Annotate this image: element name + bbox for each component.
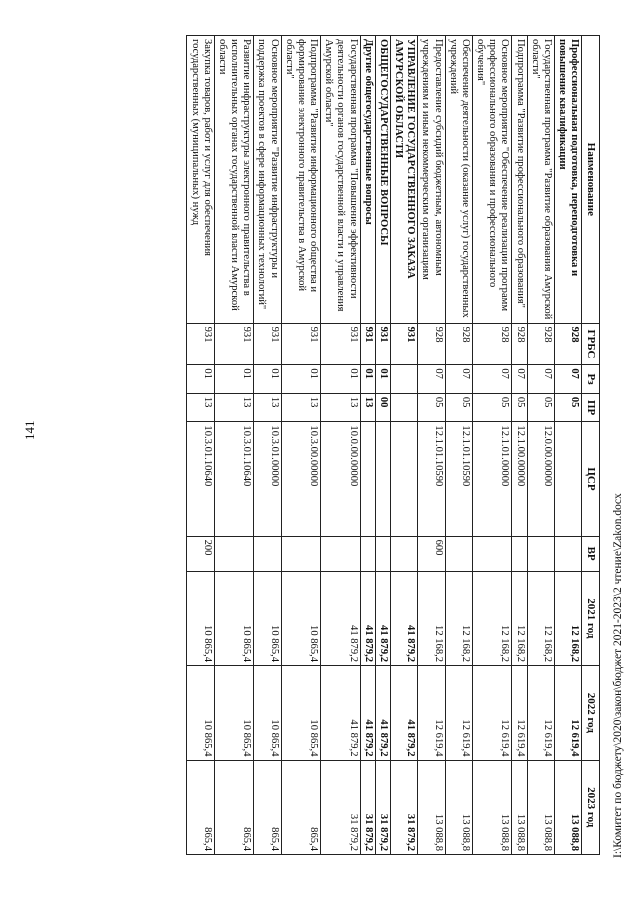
cell-name: Государственная программа "Повышение эффективности деятельности органов государственной власти и управления Амурской области" xyxy=(321,36,361,324)
cell-pr: 13 xyxy=(360,393,375,422)
cell-pr: 05 xyxy=(555,393,582,422)
cell-vr xyxy=(360,536,375,571)
cell-y2021: 12 168,2 xyxy=(555,571,582,665)
cell-csr xyxy=(360,422,375,536)
cell-csr xyxy=(390,422,417,536)
table-row xyxy=(281,36,321,855)
cell-y2022: 41 879,2 xyxy=(390,666,417,760)
cell-csr: 12.1.00.00000 xyxy=(512,422,527,536)
cell-grbs: 931 xyxy=(254,323,281,365)
cell-pr: 05 xyxy=(527,393,554,422)
cell-y2022: 41 879,2 xyxy=(375,666,390,760)
cell-grbs: 928 xyxy=(512,323,527,365)
cell-grbs: 931 xyxy=(375,323,390,365)
cell-rz: 01 xyxy=(375,365,390,394)
cell-rz: 01 xyxy=(214,365,254,394)
cell-rz: 07 xyxy=(527,365,554,394)
cell-rz: 07 xyxy=(555,365,582,394)
cell-rz: 01 xyxy=(187,365,214,394)
cell-y2021: 41 879,2 xyxy=(375,571,390,665)
cell-vr xyxy=(527,536,554,571)
cell-vr xyxy=(390,536,417,571)
cell-y2021: 12 168,2 xyxy=(445,571,472,665)
cell-y2023: 865,4 xyxy=(214,760,254,855)
budget-table-container xyxy=(100,35,600,855)
cell-y2023: 13 088,8 xyxy=(512,760,527,855)
cell-vr xyxy=(555,536,582,571)
table-row xyxy=(512,36,527,855)
cell-pr: 05 xyxy=(418,393,445,422)
cell-y2023: 31 879,2 xyxy=(375,760,390,855)
cell-y2021: 10 865,4 xyxy=(254,571,281,665)
cell-y2021: 12 168,2 xyxy=(512,571,527,665)
header-2022: 2022 год xyxy=(582,666,600,760)
cell-rz: 01 xyxy=(254,365,281,394)
cell-vr xyxy=(321,536,361,571)
cell-csr xyxy=(555,422,582,536)
cell-pr: 13 xyxy=(214,393,254,422)
cell-y2022: 41 879,2 xyxy=(321,666,361,760)
cell-y2022: 12 619,4 xyxy=(418,666,445,760)
table-header-row xyxy=(582,36,600,855)
cell-name: Профессиональная подготовка, переподготовка и повышение квалификации xyxy=(555,36,582,324)
header-rz: Рз xyxy=(582,365,600,394)
page-number: 141 xyxy=(22,420,37,440)
table-row xyxy=(187,36,214,855)
cell-csr: 12.0.00.00000 xyxy=(527,422,554,536)
cell-y2023: 31 879,2 xyxy=(321,760,361,855)
cell-y2022: 12 619,4 xyxy=(445,666,472,760)
cell-rz: 07 xyxy=(418,365,445,394)
cell-y2023: 13 088,8 xyxy=(445,760,472,855)
cell-y2023: 13 088,8 xyxy=(527,760,554,855)
cell-y2023: 865,4 xyxy=(281,760,321,855)
cell-grbs: 928 xyxy=(472,323,512,365)
cell-name: ОБЩЕГОСУДАРСТВЕННЫЕ ВОПРОСЫ xyxy=(375,36,390,324)
cell-pr xyxy=(390,393,417,422)
cell-vr xyxy=(281,536,321,571)
cell-y2021: 12 168,2 xyxy=(527,571,554,665)
cell-vr: 600 xyxy=(418,536,445,571)
cell-y2021: 12 168,2 xyxy=(418,571,445,665)
cell-y2021: 41 879,2 xyxy=(360,571,375,665)
table-row xyxy=(390,36,417,855)
cell-y2022: 10 865,4 xyxy=(281,666,321,760)
cell-rz: 07 xyxy=(512,365,527,394)
cell-grbs: 928 xyxy=(445,323,472,365)
cell-vr xyxy=(512,536,527,571)
cell-rz: 07 xyxy=(445,365,472,394)
cell-y2023: 31 879,2 xyxy=(390,760,417,855)
header-2023: 2023 год xyxy=(582,760,600,855)
cell-pr: 05 xyxy=(472,393,512,422)
cell-y2021: 10 865,4 xyxy=(187,571,214,665)
cell-y2022: 10 865,4 xyxy=(187,666,214,760)
cell-y2022: 10 865,4 xyxy=(254,666,281,760)
cell-csr xyxy=(375,422,390,536)
cell-csr: 12.1.01.00000 xyxy=(472,422,512,536)
cell-csr: 10.3.01.10640 xyxy=(214,422,254,536)
cell-grbs: 928 xyxy=(527,323,554,365)
cell-pr: 13 xyxy=(321,393,361,422)
cell-rz: 01 xyxy=(281,365,321,394)
table-row xyxy=(472,36,512,855)
table-row xyxy=(214,36,254,855)
cell-vr xyxy=(375,536,390,571)
table-row xyxy=(445,36,472,855)
cell-y2022: 10 865,4 xyxy=(214,666,254,760)
cell-y2021: 10 865,4 xyxy=(214,571,254,665)
table-row xyxy=(375,36,390,855)
cell-name: Развитие инфраструктуры электронного правительства в исполнительных органах государственной власти Амурской области xyxy=(214,36,254,324)
cell-y2021: 41 879,2 xyxy=(321,571,361,665)
table-row xyxy=(418,36,445,855)
cell-y2023: 865,4 xyxy=(254,760,281,855)
cell-y2022: 12 619,4 xyxy=(472,666,512,760)
cell-grbs: 931 xyxy=(187,323,214,365)
cell-y2022: 12 619,4 xyxy=(527,666,554,760)
cell-name: Предоставление субсидий бюджетным, автономным учреждениям и иным некоммерческим организациям xyxy=(418,36,445,324)
cell-csr: 10.3.01.00000 xyxy=(254,422,281,536)
cell-pr: 13 xyxy=(187,393,214,422)
cell-grbs: 931 xyxy=(214,323,254,365)
cell-grbs: 931 xyxy=(390,323,417,365)
cell-rz: 07 xyxy=(472,365,512,394)
footer-file-path: I:\Комитет по бюджету\2020\закон\бюджет 2021-2023\2 чтение\Zakon.docx xyxy=(612,493,624,858)
cell-y2021: 41 879,2 xyxy=(390,571,417,665)
cell-name: Обеспечение деятельности (оказание услуг) государственных учреждений xyxy=(445,36,472,324)
cell-rz: 01 xyxy=(360,365,375,394)
cell-pr: 00 xyxy=(375,393,390,422)
header-vr: ВР xyxy=(582,536,600,571)
cell-name: Другие общегосударственные вопросы xyxy=(360,36,375,324)
cell-grbs: 931 xyxy=(281,323,321,365)
header-name: Наименование xyxy=(582,36,600,324)
cell-y2023: 13 088,8 xyxy=(418,760,445,855)
cell-name: Основное мероприятие "Развитие инфраструктуры и поддержка проектов в сфере информационных технологий" xyxy=(254,36,281,324)
cell-grbs: 931 xyxy=(321,323,361,365)
cell-y2021: 10 865,4 xyxy=(281,571,321,665)
cell-csr: 10.3.00.00000 xyxy=(281,422,321,536)
cell-pr: 13 xyxy=(281,393,321,422)
header-grbs: ГРБС xyxy=(582,323,600,365)
cell-rz xyxy=(390,365,417,394)
cell-name: Подпрограмма "Развитие информационного общества и формирование электронного правительства в Амурской области" xyxy=(281,36,321,324)
cell-y2022: 41 879,2 xyxy=(360,666,375,760)
table-row xyxy=(527,36,554,855)
cell-grbs: 931 xyxy=(360,323,375,365)
cell-vr xyxy=(214,536,254,571)
cell-vr xyxy=(445,536,472,571)
cell-grbs: 928 xyxy=(555,323,582,365)
table-row xyxy=(555,36,582,855)
table-row xyxy=(360,36,375,855)
cell-csr: 10.0.00.00000 xyxy=(321,422,361,536)
cell-name: Закупка товаров, работ и услуг для обеспечения государственных (муниципальных) нужд xyxy=(187,36,214,324)
cell-y2023: 13 088,8 xyxy=(472,760,512,855)
cell-name: Государственная программа "Развитие образования Амурской области" xyxy=(527,36,554,324)
budget-table xyxy=(186,35,600,855)
cell-name: Основное мероприятие "Обеспечение реализации программ профессионального образования и профессионального обучения" xyxy=(472,36,512,324)
cell-vr xyxy=(254,536,281,571)
cell-name: Подпрограмма "Развитие профессионального образования" xyxy=(512,36,527,324)
header-csr: ЦСР xyxy=(582,422,600,536)
cell-y2023: 13 088,8 xyxy=(555,760,582,855)
cell-y2022: 12 619,4 xyxy=(555,666,582,760)
cell-vr: 200 xyxy=(187,536,214,571)
table-row xyxy=(321,36,361,855)
cell-pr: 05 xyxy=(512,393,527,422)
cell-y2023: 31 879,2 xyxy=(360,760,375,855)
cell-grbs: 928 xyxy=(418,323,445,365)
table-row xyxy=(254,36,281,855)
cell-y2022: 12 619,4 xyxy=(512,666,527,760)
cell-vr xyxy=(472,536,512,571)
cell-pr: 13 xyxy=(254,393,281,422)
cell-pr: 05 xyxy=(445,393,472,422)
cell-csr: 12.1.01.10590 xyxy=(418,422,445,536)
cell-y2023: 865,4 xyxy=(187,760,214,855)
header-2021: 2021 год xyxy=(582,571,600,665)
cell-csr: 12.1.01.10590 xyxy=(445,422,472,536)
cell-csr: 10.3.01.10640 xyxy=(187,422,214,536)
cell-y2021: 12 168,2 xyxy=(472,571,512,665)
header-pr: ПР xyxy=(582,393,600,422)
cell-rz: 01 xyxy=(321,365,361,394)
cell-name: УПРАВЛЕНИЕ ГОСУДАРСТВЕННОГО ЗАКАЗА АМУРСКОЙ ОБЛАСТИ xyxy=(390,36,417,324)
